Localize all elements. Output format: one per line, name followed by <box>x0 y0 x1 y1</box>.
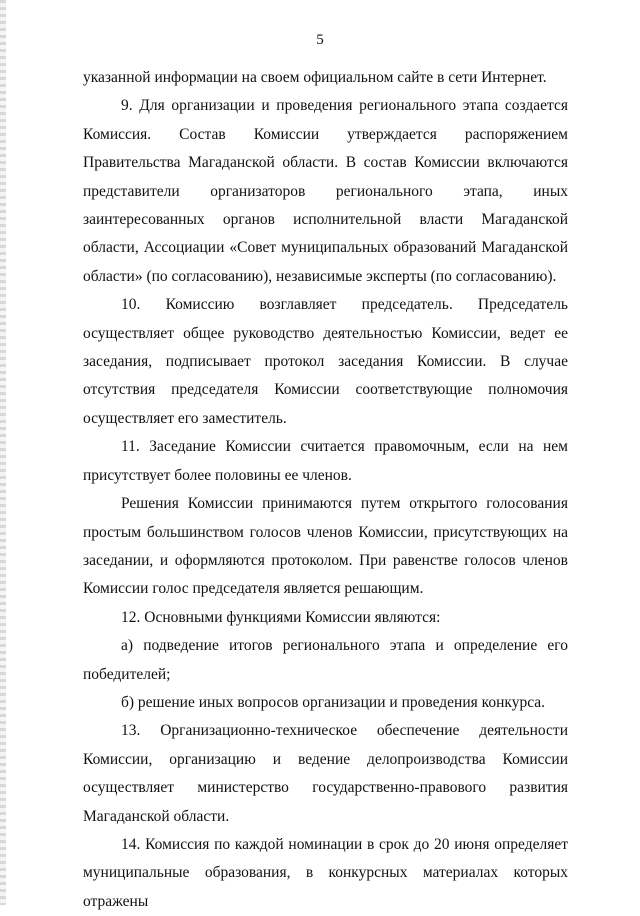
paragraph-item-10: 10. Комиссию возглавляет председатель. Председатель осуществляет общее руководство деятельностью Комиссии, ведет ее заседания, подписывает протокол заседания Комиссии. В случае отсутствия председателя Комиссии соответствующие полномочия осуществляет его заместитель. <box>83 296 568 427</box>
paragraph-continuation: указанной информации на своем официальном сайте в сети Интернет. <box>83 69 547 86</box>
paragraph-decisions: Решения Комиссии принимаются путем открытого голосования простым большинством голосов членов Комиссии, присутствующих на заседании, и оформляются протоколом. При равенстве голосов членов Комиссии голос председателя является решающим. <box>83 495 568 598</box>
document-body <box>83 64 568 916</box>
scan-left-edge <box>0 0 6 905</box>
paragraph-item-12: 12. Основными функциями Комиссии являются: <box>121 608 441 626</box>
paragraph-item-13: 13. Организационно-техническое обеспечение деятельности Комиссии, организацию и ведение делопроизводства Комиссии осуществляет министерство государственно-правового развития Магаданской области. <box>83 722 568 825</box>
paragraph-item-14: 14. Комиссия по каждой номинации в срок до 20 июня определяет муниципальные образования, в конкурсных материалах которых отражены <box>83 835 568 910</box>
paragraph-item-12a: а) подведение итогов регионального этапа и определение его победителей; <box>83 637 568 683</box>
paragraph-item-9: 9. Для организации и проведения регионального этапа создается Комиссия. Состав Комиссии утверждается распоряжением Правительства Магаданской области. В состав Комиссии включаются представители организаторов регионального этапа, иных заинтересованных органов исполнительной власти Магаданской области, Ассоциации «Совет муниципальных образований Магаданской области» (по согласованию), независимые эксперты (по согласованию). <box>83 97 568 285</box>
paragraph-item-11: 11. Заседание Комиссии считается правомочным, если на нем присутствует более половины ее членов. <box>83 438 568 484</box>
paragraph-item-12b: б) решение иных вопросов организации и проведения конкурса. <box>121 693 546 711</box>
page-number: 5 <box>316 32 324 48</box>
